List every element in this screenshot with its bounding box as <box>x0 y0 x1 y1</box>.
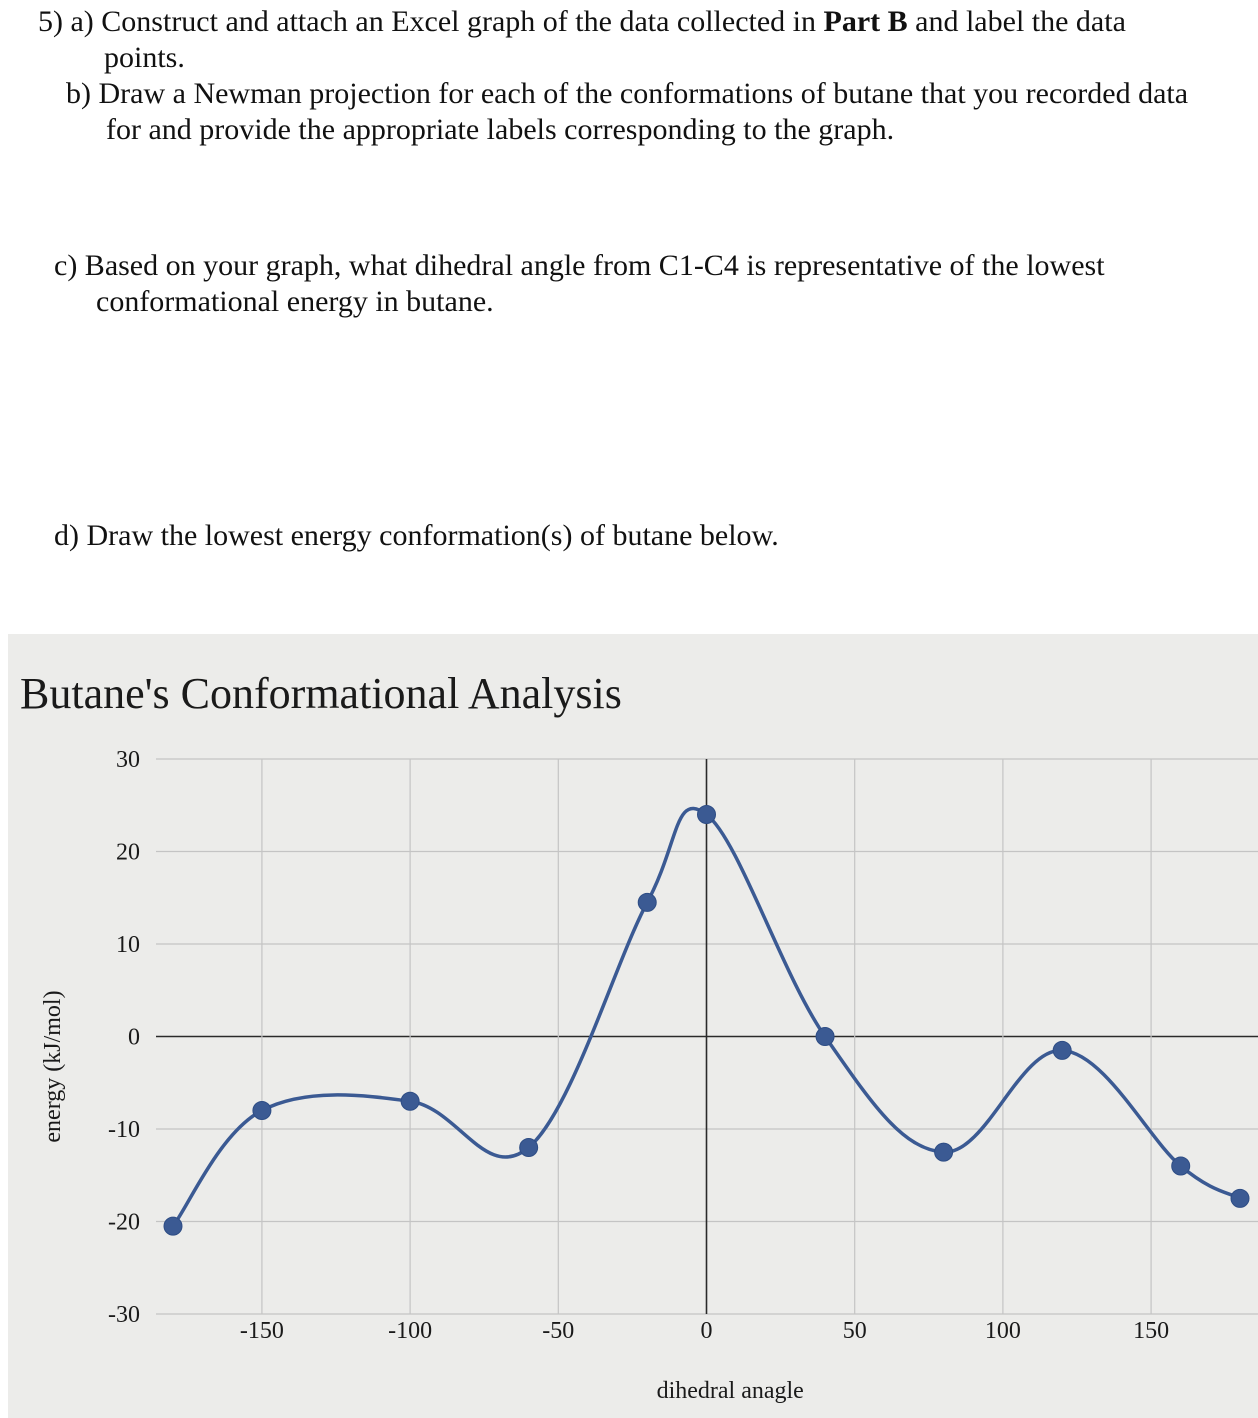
data-point <box>253 1102 271 1120</box>
y-tick-label: 20 <box>116 839 140 866</box>
part-b-emphasis: Part B <box>823 5 908 38</box>
y-tick-label: 0 <box>128 1024 140 1051</box>
x-tick-label: -150 <box>239 1318 284 1344</box>
chart <box>8 634 1258 1418</box>
data-point <box>164 1217 182 1235</box>
x-tick-label: 100 <box>984 1318 1021 1344</box>
y-tick-label: -10 <box>108 1117 140 1143</box>
question-5a-line2: points. <box>104 41 185 74</box>
y-tick-label: 10 <box>116 932 140 958</box>
question-5d <box>54 518 1154 554</box>
data-point <box>638 893 656 911</box>
x-axis-label: dihedral anagle <box>656 1378 804 1404</box>
x-tick-label: 0 <box>700 1318 713 1344</box>
question-5c-line1: c) Based on your graph, what dihedral angle from C1-C4 is representative of the lowest <box>54 249 1105 282</box>
question-5a-line1: 5) a) Construct and attach an Excel graph of the data collected in Part B and label the data <box>38 5 1126 38</box>
question-5d-line1: d) Draw the lowest energy conformation(s) of butane below. <box>54 519 779 552</box>
chart-area <box>8 634 1258 1418</box>
y-axis-ticks <box>108 747 140 1328</box>
x-tick-label: 150 <box>1133 1318 1170 1344</box>
data-point <box>520 1139 538 1157</box>
y-tick-label: -20 <box>108 1209 140 1236</box>
data-point <box>698 806 716 824</box>
question-5b <box>66 76 1246 148</box>
question-5a <box>38 4 1238 76</box>
x-tick-label: -50 <box>542 1318 575 1344</box>
data-point <box>1053 1041 1071 1059</box>
data-point <box>816 1028 834 1046</box>
x-axis-ticks <box>240 1318 1169 1344</box>
question-5b-line1: b) Draw a Newman projection for each of the conformations of butane that you recorded data <box>66 77 1189 110</box>
data-point <box>935 1143 953 1161</box>
data-point <box>401 1092 419 1110</box>
chart-grid <box>156 759 1258 1314</box>
y-tick-label: 30 <box>116 747 140 773</box>
y-tick-label: -30 <box>108 1302 140 1328</box>
question-5c-line2: conformational energy in butane. <box>96 285 494 318</box>
x-tick-label: -100 <box>388 1318 433 1344</box>
y-axis-label: energy (kJ/mol) <box>40 990 66 1143</box>
data-point <box>1231 1189 1249 1207</box>
question-5c <box>54 248 1254 320</box>
chart-title: Butane's Conformational Analysis <box>20 669 622 718</box>
question-5b-line2: for and provide the appropriate labels corresponding to the graph. <box>106 113 895 146</box>
data-point <box>1172 1157 1190 1175</box>
x-tick-label: 50 <box>842 1318 867 1344</box>
